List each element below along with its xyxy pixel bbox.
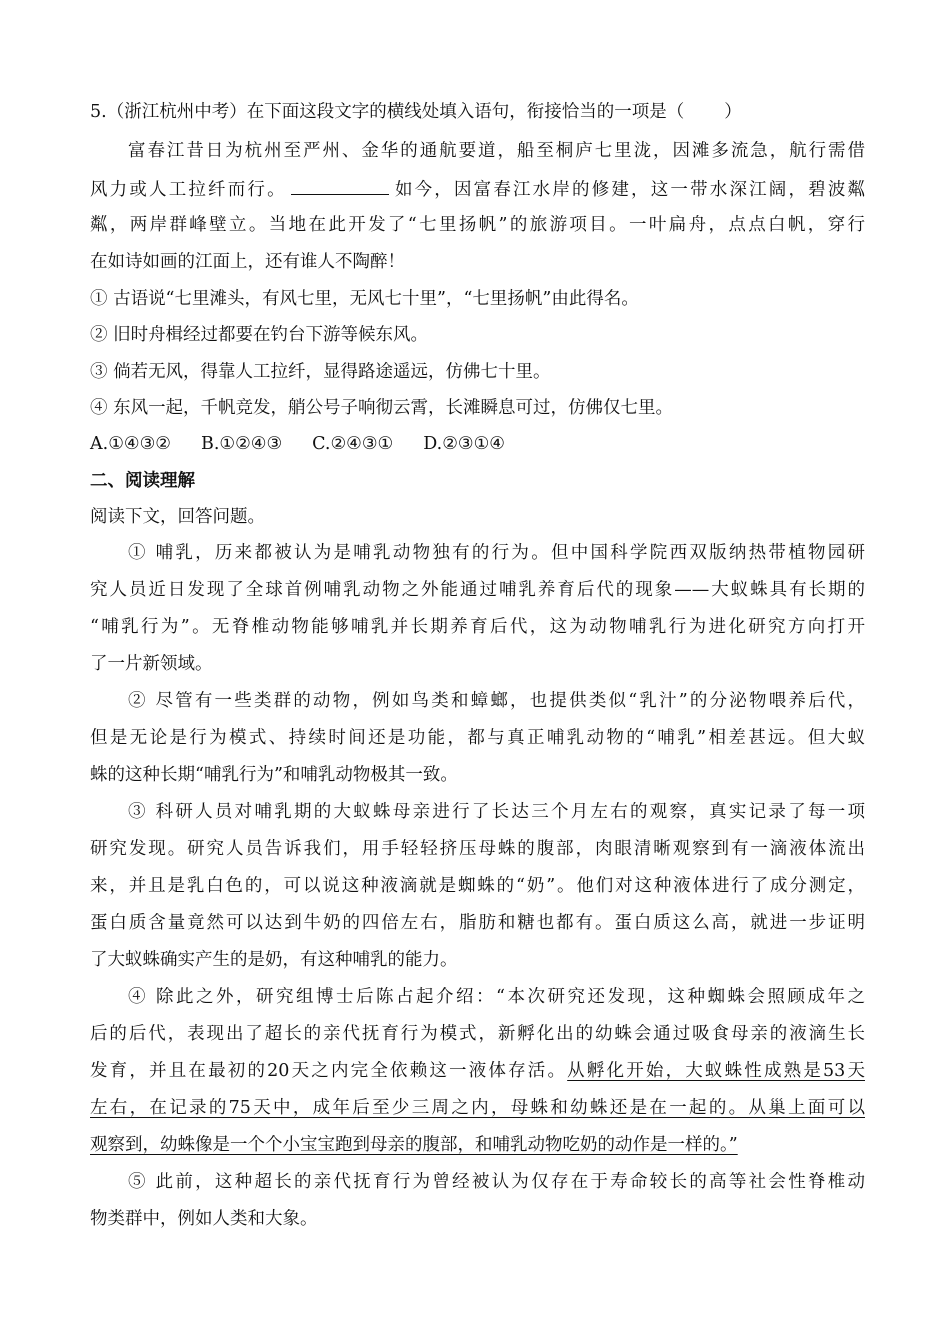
- question-5-stem-suffix: ）: [724, 102, 742, 122]
- option-c: C.②④③①: [312, 434, 394, 454]
- passage-line-4: 在如诗如画的江面上，还有谁人不陶醉！: [90, 252, 405, 272]
- sentence-4: ④ 东风一起，千帆竞发，艄公号子响彻云霄，长滩瞬息可过，仿佛仅七里。: [90, 398, 674, 418]
- underlined-quote-line-2: 左右，在记录的75天中，成年后至少三周之内，母蛛和幼蛛还是在一起的。从巢上面可以: [90, 1098, 865, 1118]
- article-p3-line-2: 研究发现。研究人员告诉我们，用手轻轻挤压母蛛的腹部，肉眼清晰观察到有一滴液体流出: [90, 839, 865, 859]
- option-d: D.②③①④: [423, 434, 505, 454]
- passage-line-2-b: 如今，因富春江水岸的修建，这一带水深江阔，碧波粼: [392, 180, 865, 200]
- passage-line-3: 粼，两岸群峰壁立。当地在此开发了“七里扬帆”的旅游项目。一叶扁舟，点点白帆，穿行: [90, 215, 865, 235]
- article-p4-line-3-a: 发育，并且在最初的20天之内完全依赖这一液体存活。: [90, 1061, 568, 1081]
- article-p2-line-2: 但是无论是行为模式、持续时间还是功能，都与真正哺乳动物的“哺乳”相差甚远。但大蚁: [90, 728, 865, 748]
- underlined-quote-start: 从孵化开始，大蚁蛛性成熟是53天: [567, 1061, 865, 1081]
- option-b: B.①②④③: [200, 434, 283, 454]
- article-p3-line-1: ③ 科研人员对哺乳期的大蚁蛛母亲进行了长达三个月左右的观察，真实记录了每一项: [128, 802, 865, 822]
- article-p3-line-3: 来，并且是乳白色的，可以说这种液滴就是蜘蛛的“奶”。他们对这种液体进行了成分测定，: [90, 876, 865, 896]
- article-p5-line-1: ⑤ 此前，这种超长的亲代抚育行为曾经被认为仅存在于寿命较长的高等社会性脊椎动: [128, 1172, 865, 1192]
- article-p1-line-4: 了一片新领域。: [90, 654, 213, 674]
- article-p1-line-3: “哺乳行为”。无脊椎动物能够哺乳并长期养育后代，这为动物哺乳行为进化研究方向打开: [90, 617, 865, 637]
- article-p2-line-1: ② 尽管有一些类群的动物，例如鸟类和蟑螂，也提供类似“乳汁”的分泌物喂养后代，: [128, 691, 865, 711]
- sentence-1: ① 古语说“七里滩头，有风七里，无风七十里”，“七里扬帆”由此得名。: [90, 289, 639, 309]
- section-2-instruction: 阅读下文，回答问题。: [90, 507, 265, 527]
- article-p1-line-2: 究人员近日发现了全球首例哺乳动物之外能通过哺乳养育后代的现象——大蚁蛛具有长期的: [90, 580, 865, 600]
- fill-in-blank: [291, 176, 389, 195]
- question-5-stem-prefix: 5.（浙江杭州中考）在下面这段文字的横线处填入语句，衔接恰当的一项是（: [90, 102, 685, 122]
- passage-line-2: [90, 176, 865, 202]
- passage-line-2-a: 风力或人工拉纤而行。: [90, 180, 287, 200]
- sentence-3: ③ 倘若无风，得靠人工拉纤，显得路途遥远，仿佛七十里。: [90, 362, 551, 382]
- article-p5-line-2: 物类群中，例如人类和大象。: [90, 1209, 318, 1229]
- option-a: A.①④③②: [90, 434, 171, 454]
- sentence-2: ② 旧时舟楫经过都要在钓台下游等候东风。: [90, 325, 429, 345]
- article-p4-line-2: 后的后代，表现出了超长的亲代抚育行为模式，新孵化出的幼蛛会通过吸食母亲的液滴生长: [90, 1024, 865, 1044]
- underlined-quote-line-3: 观察到，幼蛛像是一个个小宝宝跑到母亲的腹部，和哺乳动物吃奶的动作是一样的。”: [90, 1135, 738, 1155]
- answer-options: [90, 432, 505, 456]
- section-2-heading: 二、阅读理解: [90, 471, 195, 491]
- article-p3-line-5: 了大蚁蛛确实产生的是奶，有这种哺乳的能力。: [90, 950, 458, 970]
- article-p1-line-1: ① 哺乳，历来都被认为是哺乳动物独有的行为。但中国科学院西双版纳热带植物园研: [128, 543, 865, 563]
- article-p3-line-4: 蛋白质含量竟然可以达到牛奶的四倍左右，脂肪和糖也都有。蛋白质这么高，就进一步证明: [90, 913, 865, 933]
- question-5-stem: [90, 100, 742, 124]
- article-p2-line-3: 蛛的这种长期“哺乳行为”和哺乳动物极其一致。: [90, 765, 458, 785]
- passage-line-1: 富春江昔日为杭州至严州、金华的通航要道，船至桐庐七里泷，因滩多流急，航行需借: [128, 141, 865, 161]
- article-p4-line-3: [90, 1059, 865, 1083]
- article-p4-line-1: ④ 除此之外，研究组博士后陈占起介绍：“本次研究还发现，这种蜘蛛会照顾成年之: [128, 987, 865, 1007]
